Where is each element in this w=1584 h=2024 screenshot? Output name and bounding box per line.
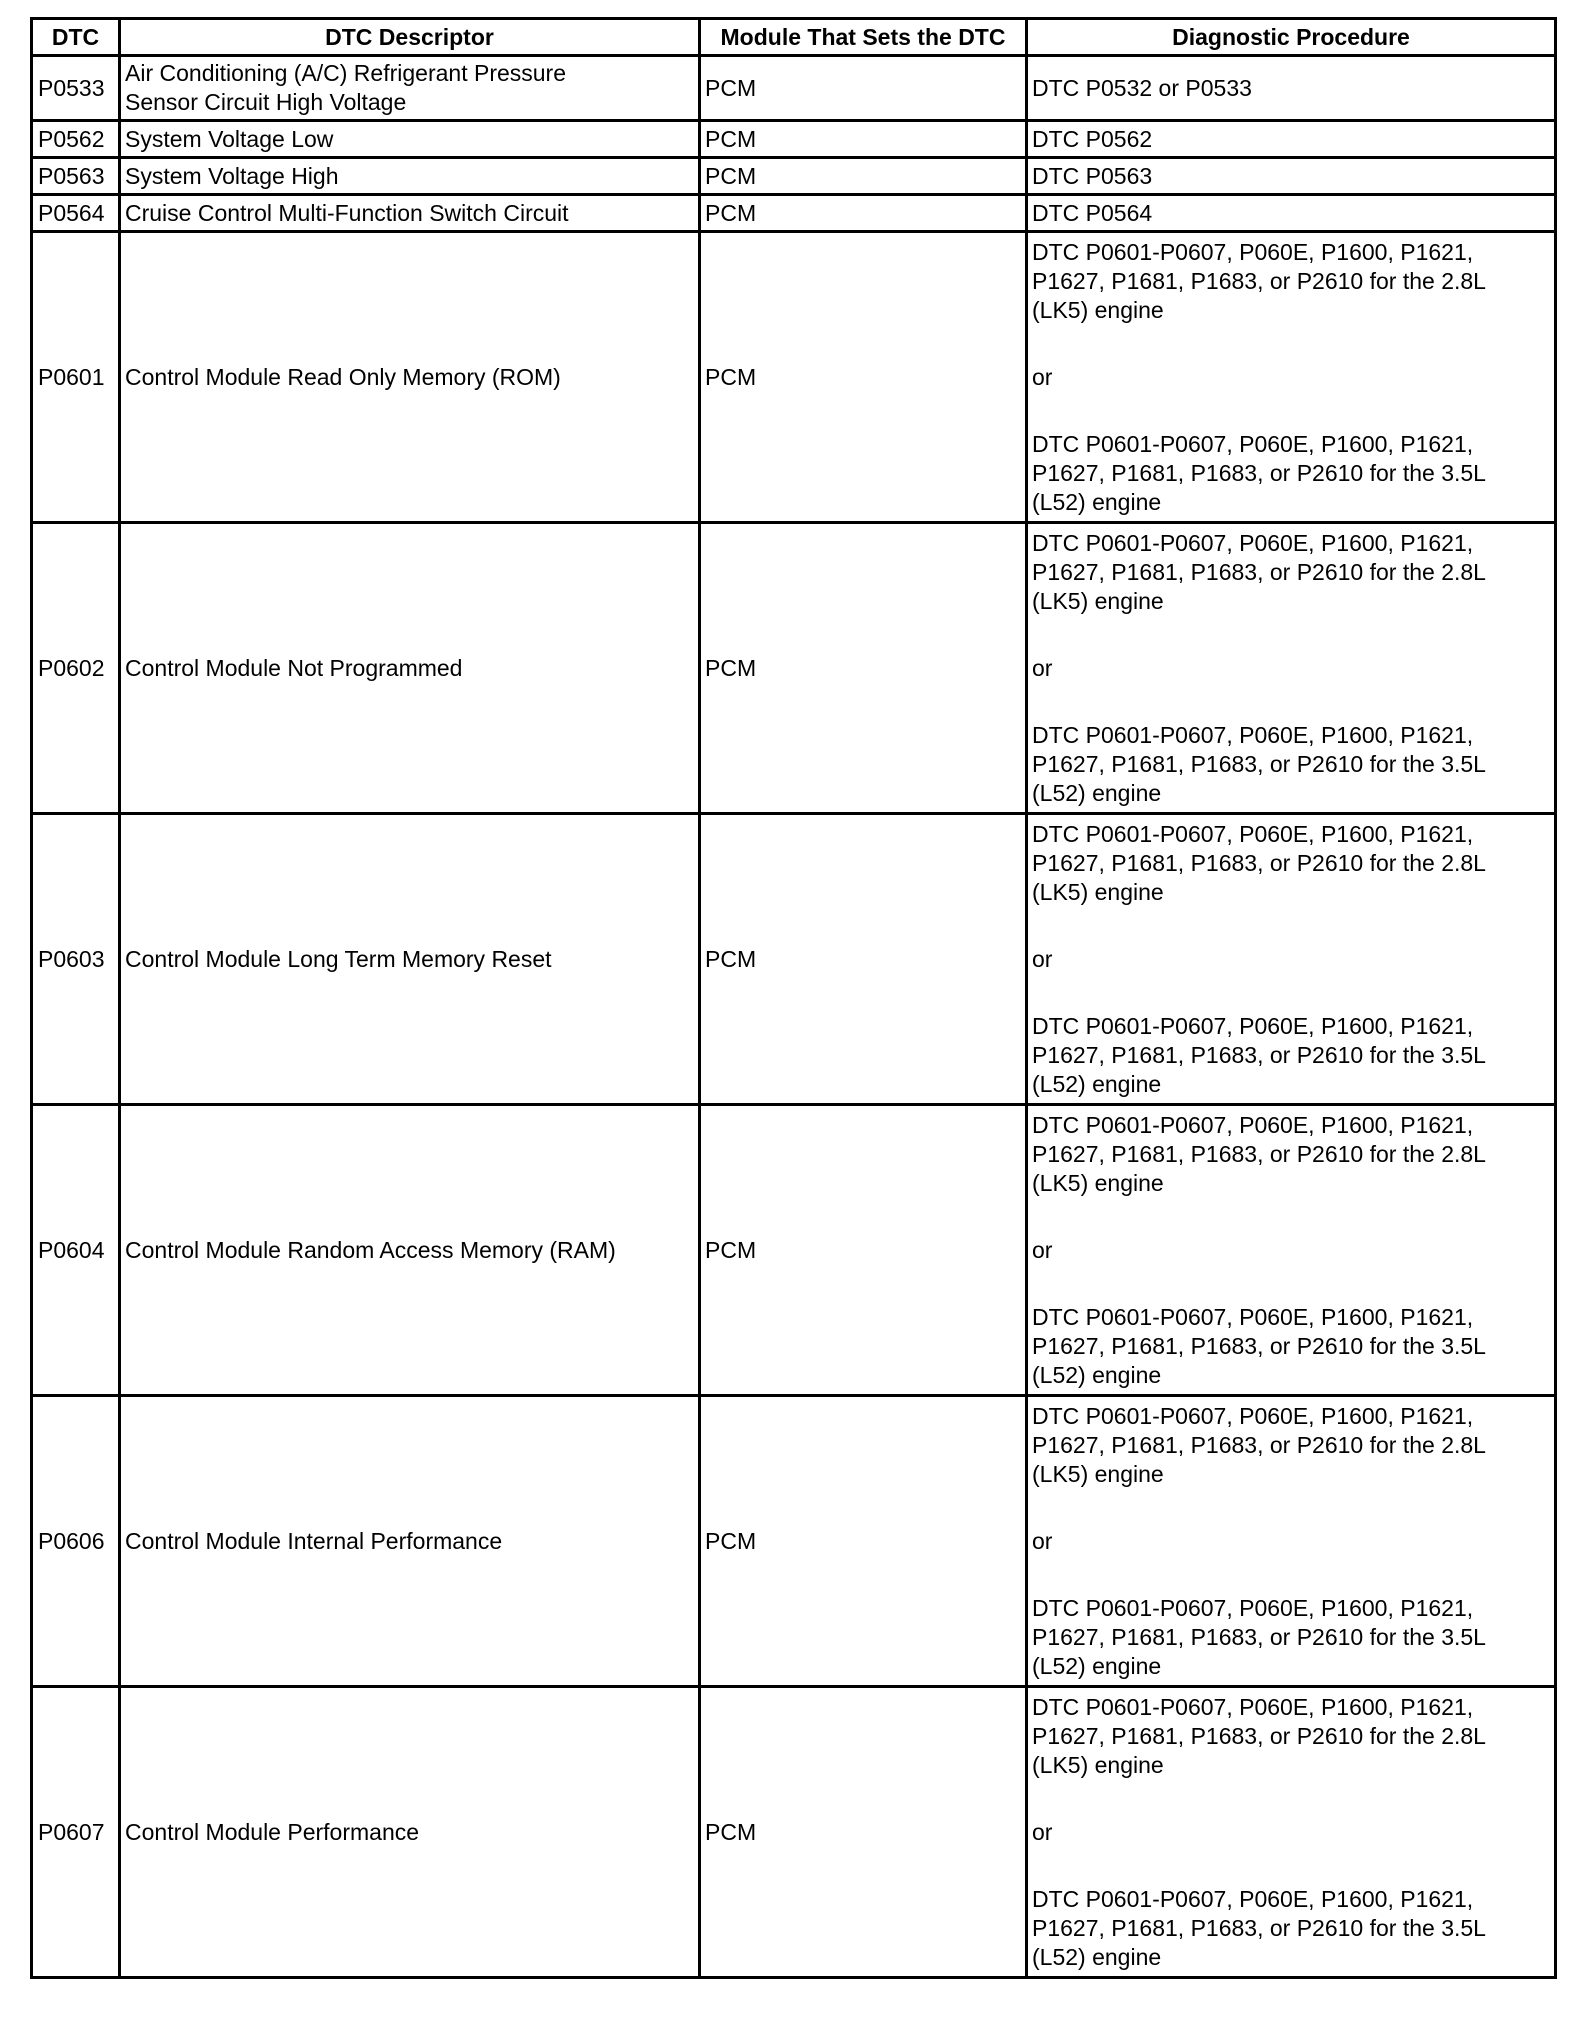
procedure-line: P1627, P1681, P1683, or P2610 for the 2.8L [1032, 1140, 1486, 1167]
module-name: PCM [700, 195, 1027, 232]
procedure-or: or [1032, 363, 1053, 390]
table-header-row [32, 19, 1556, 56]
diagnostic-procedure [1027, 232, 1556, 523]
procedure-or: or [1032, 654, 1053, 681]
procedure-line: DTC P0601-P0607, P060E, P1600, P1621, [1032, 1303, 1474, 1330]
diagnostic-procedure [1027, 1105, 1556, 1396]
dtc-code: P0563 [32, 158, 120, 195]
dtc-descriptor: Cruise Control Multi-Function Switch Circuit [120, 195, 700, 232]
diagnostic-procedure [1027, 523, 1556, 814]
procedure-or: or [1032, 1527, 1053, 1554]
procedure-line: P1627, P1681, P1683, or P2610 for the 2.8L [1032, 558, 1486, 585]
dtc-descriptor: System Voltage High [120, 158, 700, 195]
module-name: PCM [700, 232, 1027, 523]
dtc-code: P0602 [32, 523, 120, 814]
module-name: PCM [700, 1396, 1027, 1687]
module-name: PCM [700, 1105, 1027, 1396]
module-name: PCM [700, 523, 1027, 814]
header-descriptor: DTC Descriptor [120, 19, 700, 56]
procedure-line: DTC P0601-P0607, P060E, P1600, P1621, [1032, 1111, 1474, 1138]
procedure-line: (L52) engine [1032, 488, 1162, 515]
procedure-line: (LK5) engine [1032, 1169, 1164, 1196]
dtc-code: P0603 [32, 814, 120, 1105]
descriptor-line: Sensor Circuit High Voltage [125, 89, 407, 115]
procedure-line: P1627, P1681, P1683, or P2610 for the 2.8L [1032, 849, 1486, 876]
procedure-line: (L52) engine [1032, 1652, 1162, 1679]
procedure-line: DTC P0601-P0607, P060E, P1600, P1621, [1032, 820, 1474, 847]
dtc-descriptor [120, 56, 700, 121]
table-row [32, 232, 1556, 523]
table-row [32, 1687, 1556, 1978]
diagnostic-procedure: DTC P0562 [1027, 121, 1556, 158]
procedure-line: (LK5) engine [1032, 296, 1164, 323]
table-row [32, 56, 1556, 121]
table-row [32, 523, 1556, 814]
dtc-code: P0601 [32, 232, 120, 523]
procedure-line: DTC P0601-P0607, P060E, P1600, P1621, [1032, 1012, 1474, 1039]
procedure-line: P1627, P1681, P1683, or P2610 for the 2.8L [1032, 1431, 1486, 1458]
header-dtc: DTC [32, 19, 120, 56]
diagnostic-procedure [1027, 1687, 1556, 1978]
diagnostic-procedure [1027, 814, 1556, 1105]
table-row [32, 814, 1556, 1105]
descriptor-line: Air Conditioning (A/C) Refrigerant Pressure [125, 60, 567, 86]
dtc-descriptor: Control Module Performance [120, 1687, 700, 1978]
procedure-line: (LK5) engine [1032, 1460, 1164, 1487]
procedure-line: DTC P0601-P0607, P060E, P1600, P1621, [1032, 1693, 1474, 1720]
dtc-descriptor: Control Module Read Only Memory (ROM) [120, 232, 700, 523]
dtc-code: P0604 [32, 1105, 120, 1396]
module-name: PCM [700, 158, 1027, 195]
diagnostic-procedure: DTC P0563 [1027, 158, 1556, 195]
dtc-descriptor: Control Module Random Access Memory (RAM) [120, 1105, 700, 1396]
dtc-descriptor: Control Module Not Programmed [120, 523, 700, 814]
diagnostic-procedure: DTC P0564 [1027, 195, 1556, 232]
procedure-line: P1627, P1681, P1683, or P2610 for the 2.8L [1032, 1722, 1486, 1749]
procedure-line: DTC P0601-P0607, P060E, P1600, P1621, [1032, 1402, 1474, 1429]
header-procedure: Diagnostic Procedure [1027, 19, 1556, 56]
dtc-descriptor: Control Module Long Term Memory Reset [120, 814, 700, 1105]
procedure-line: DTC P0601-P0607, P060E, P1600, P1621, [1032, 529, 1474, 556]
table-row [32, 1105, 1556, 1396]
procedure-or: or [1032, 945, 1053, 972]
dtc-code: P0607 [32, 1687, 120, 1978]
procedure-line: P1627, P1681, P1683, or P2610 for the 3.5L [1032, 1041, 1486, 1068]
module-name: PCM [700, 814, 1027, 1105]
procedure-line: (LK5) engine [1032, 1751, 1164, 1778]
procedure-line: (L52) engine [1032, 779, 1162, 806]
procedure-line: P1627, P1681, P1683, or P2610 for the 3.5L [1032, 1332, 1486, 1359]
procedure-line: DTC P0601-P0607, P060E, P1600, P1621, [1032, 238, 1474, 265]
procedure-line: (L52) engine [1032, 1070, 1162, 1097]
procedure-line: (LK5) engine [1032, 587, 1164, 614]
module-name: PCM [700, 121, 1027, 158]
table-row [32, 121, 1556, 158]
table-row [32, 1396, 1556, 1687]
dtc-table [30, 17, 1557, 1979]
table-row [32, 195, 1556, 232]
procedure-line: P1627, P1681, P1683, or P2610 for the 3.5L [1032, 1914, 1486, 1941]
procedure-line: P1627, P1681, P1683, or P2610 for the 3.5L [1032, 1623, 1486, 1650]
module-name: PCM [700, 56, 1027, 121]
procedure-line: DTC P0601-P0607, P060E, P1600, P1621, [1032, 1885, 1474, 1912]
procedure-or: or [1032, 1818, 1053, 1845]
dtc-descriptor: System Voltage Low [120, 121, 700, 158]
procedure-line: P1627, P1681, P1683, or P2610 for the 2.8L [1032, 267, 1486, 294]
diagnostic-procedure: DTC P0532 or P0533 [1027, 56, 1556, 121]
procedure-line: (L52) engine [1032, 1361, 1162, 1388]
table-row [32, 158, 1556, 195]
procedure-line: DTC P0601-P0607, P060E, P1600, P1621, [1032, 430, 1474, 457]
procedure-line: P1627, P1681, P1683, or P2610 for the 3.5L [1032, 459, 1486, 486]
dtc-code: P0533 [32, 56, 120, 121]
procedure-line: (L52) engine [1032, 1943, 1162, 1970]
procedure-or: or [1032, 1236, 1053, 1263]
dtc-descriptor: Control Module Internal Performance [120, 1396, 700, 1687]
dtc-code: P0562 [32, 121, 120, 158]
procedure-line: DTC P0601-P0607, P060E, P1600, P1621, [1032, 721, 1474, 748]
dtc-code: P0606 [32, 1396, 120, 1687]
procedure-line: P1627, P1681, P1683, or P2610 for the 3.5L [1032, 750, 1486, 777]
procedure-line: (LK5) engine [1032, 878, 1164, 905]
diagnostic-procedure [1027, 1396, 1556, 1687]
header-module: Module That Sets the DTC [700, 19, 1027, 56]
module-name: PCM [700, 1687, 1027, 1978]
procedure-line: DTC P0601-P0607, P060E, P1600, P1621, [1032, 1594, 1474, 1621]
dtc-code: P0564 [32, 195, 120, 232]
